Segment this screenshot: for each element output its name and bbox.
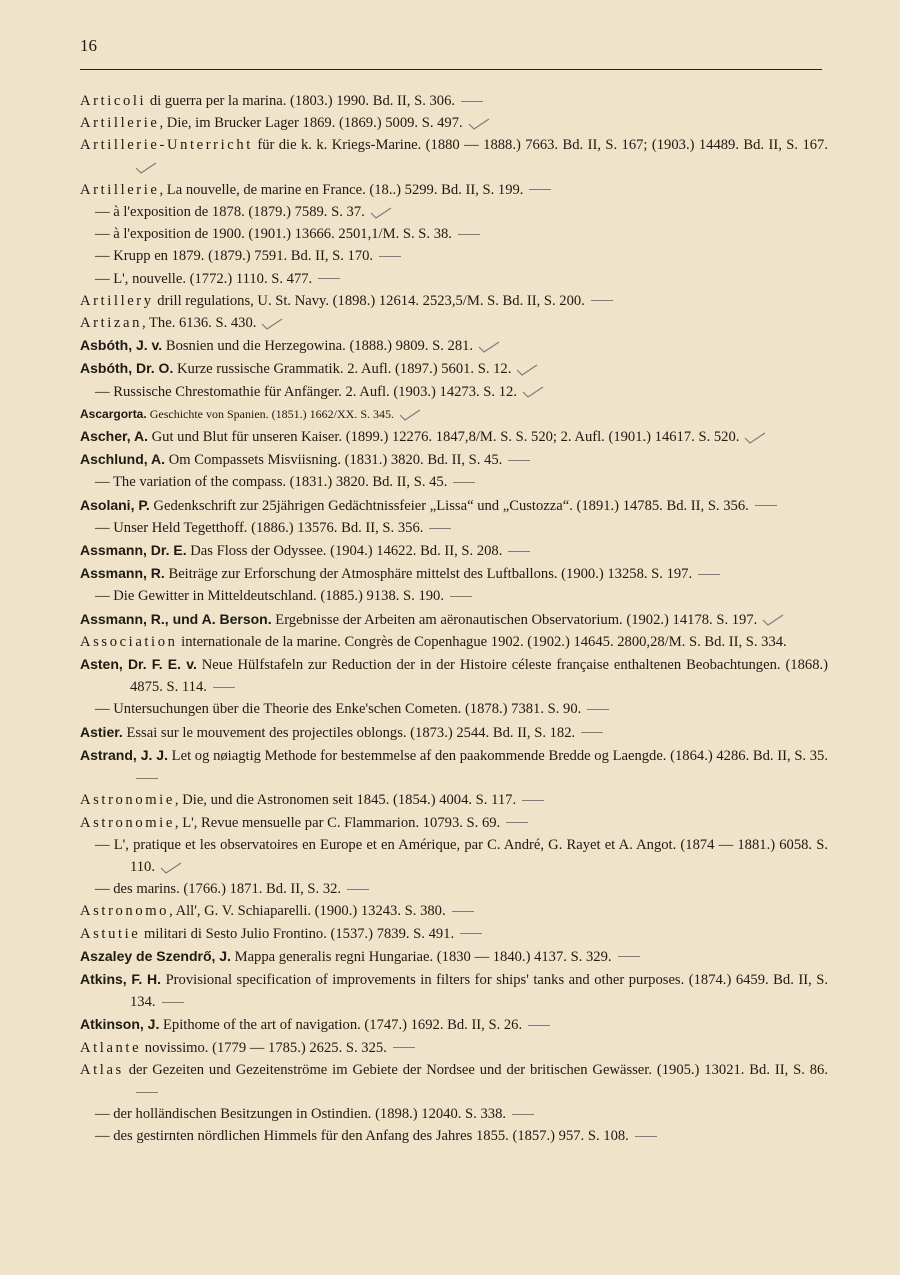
catalog-entry [80,134,828,178]
catalog-entry [80,945,828,968]
catalog-subentry [80,585,828,607]
catalog-subentry [80,471,828,493]
ditto-dash: — [95,881,114,898]
pencil-checkmark-icon [160,862,182,874]
pencil-checkmark-icon [744,432,766,444]
entry-text: Krupp en 1879. (1879.) 7591. Bd. II, S. 170. [113,248,374,265]
ditto-dash: — [95,701,114,718]
pencil-dash-mark [587,709,609,711]
catalog-entry [80,425,828,448]
catalog-entry [80,812,828,834]
entry-heading: Astier. [80,723,123,740]
catalog-entry [80,448,828,471]
entry-heading: Articoli [80,93,147,109]
catalog-subentry [80,201,828,223]
entry-text: Russische Chrestomathie für Anfänger. 2. Aufl. (1903.) 14273. S. 12. [113,383,517,400]
pencil-checkmark-icon [522,386,544,398]
entry-heading: Atlas [80,1061,124,1078]
entry-heading: Association [80,633,178,650]
catalog-entry [80,179,828,201]
entry-heading: Artillerie [80,181,160,198]
ditto-dash: — [95,226,114,243]
entry-heading: Assmann, R. [80,565,165,582]
pencil-dash-mark [136,1092,158,1094]
pencil-dash-mark [318,278,340,280]
ditto-dash: — [95,588,114,605]
pencil-dash-mark [618,956,640,958]
entry-text: Beiträge zur Erforschung der Atmosphäre mittelst des Luftballons. (1900.) 13258. S. 197. [164,566,693,583]
entry-heading: Artizan [80,315,142,332]
entry-text: Neue Hülfstafeln zur Reduction der in der Histoire céleste française enthaltenen Beobachtungen. (1868.) 4875. S. 114. [130,657,828,696]
pencil-dash-mark [429,528,451,530]
ditto-dash: — [95,1128,114,1145]
catalog-subentry [80,878,828,900]
entry-text: L', nouvelle. (1772.) 1110. S. 477. [113,270,313,287]
pencil-dash-mark [213,687,235,689]
catalog-entry [80,494,828,517]
ditto-dash: — [95,519,114,536]
ditto-dash: — [95,248,114,265]
entry-text: der Gezeiten und Gezeitenströme im Gebiete der Nordsee und der britischen Gewässer. (1905.) 13021. Bd. II, S. 86. [123,1061,828,1078]
catalog-subentry [80,1103,828,1125]
entry-text: Kurze russische Grammatik. 2. Aufl. (1897.) 5601. S. 12. [173,361,512,378]
entry-heading: Astronomo [80,903,170,920]
entry-heading: Astronomie [80,792,175,809]
pencil-checkmark-icon [516,364,538,376]
entry-text: Om Compassets Misviisning. (1831.) 3820. Bd. II, S. 45. [165,452,503,469]
pencil-dash-mark [635,1136,657,1138]
pencil-dash-mark [506,822,528,824]
entry-text: , L', Revue mensuelle par C. Flammarion. 10793. S. 69. [174,814,501,831]
entry-text: Geschichte von Spanien. (1851.) 1662/XX. S. 345. [146,406,395,421]
entry-text: di guerra per la marina. (1803.) 1990. Bd. II, S. 306. [146,93,456,109]
entry-text: à l'exposition de 1878. (1879.) 7589. S. 37. [113,204,365,221]
entry-heading: Aszaley de Szendrő, J. [80,947,231,964]
pencil-dash-mark [393,1047,415,1049]
catalog-entry [80,900,828,922]
ditto-dash: — [95,270,114,287]
pencil-dash-mark [512,1114,534,1116]
entry-heading: Atkinson, J. [80,1016,160,1033]
entry-text: L', pratique et les observatoires en Europe et en Amérique, par C. André, G. Rayet et A. Angot. (1874 — 1881.) 6058. S. 110. [113,836,828,875]
entry-text: , La nouvelle, de marine en France. (18..) 5299. Bd. II, S. 199. [159,181,524,198]
pencil-checkmark-icon [468,118,490,130]
entry-text: Untersuchungen über die Theorie des Enke'schen Cometen. (1878.) 7381. S. 90. [113,701,582,718]
entry-heading: Assmann, R., und A. Berson. [80,610,272,627]
ditto-dash: — [95,1106,114,1123]
ditto-dash: — [95,836,114,853]
catalog-entry [80,1013,828,1036]
catalog-entry [80,721,828,744]
catalog-entry [80,539,828,562]
ditto-dash: — [95,383,114,400]
ditto-dash: — [95,474,113,491]
catalog-subentry [80,381,828,403]
pencil-checkmark-icon [478,341,500,353]
entry-heading: Astronomie [80,814,175,831]
catalog-entry [80,923,828,945]
entry-heading: Atkins, F. H. [80,970,162,987]
catalog-entry [80,334,828,357]
entry-text: Epithome of the art of navigation. (1747.) 1692. Bd. II, S. 26. [159,1017,523,1034]
entry-text: Provisional specification of improvements in filters for ships' tanks and other purposes. (1874.) 6459. Bd. II, S. 134. [130,971,828,1011]
pencil-dash-mark [755,505,777,507]
entry-text: Das Floss der Odyssee. (1904.) 14622. Bd. II, S. 208. [186,543,503,560]
pencil-checkmark-icon [135,162,157,174]
pencil-dash-mark [581,732,603,734]
entry-text: des marins. (1766.) 1871. Bd. II, S. 32. [113,881,342,898]
catalog-subentry [80,245,828,267]
pencil-dash-mark [379,256,401,258]
pencil-dash-mark [460,933,482,935]
entry-heading: Ascargorta. [80,406,147,421]
entry-text: , The. 6136. S. 430. [141,315,257,332]
pencil-dash-mark [450,596,472,598]
entry-text: Unser Held Tegetthoff. (1886.) 13576. Bd. II, S. 356. [113,519,424,536]
catalog-entry [80,312,828,334]
entry-heading: Ascher, A. [80,428,148,445]
pencil-dash-mark [458,234,480,236]
entry-text: drill regulations, U. St. Navy. (1898.) 12614. 2523,5/M. S. Bd. II, S. 200. [153,292,585,309]
catalog-entries [80,90,828,1148]
catalog-entry [80,90,828,112]
catalog-subentry [80,1125,828,1147]
catalog-entry [80,631,828,653]
catalog-entry [80,968,828,1013]
entry-text: der holländischen Besitzungen in Ostindien. (1898.) 12040. S. 338. [113,1106,507,1123]
entry-text: Mappa generalis regni Hungariae. (1830 — 1840.) 4137. S. 329. [230,948,612,965]
catalog-subentry [80,698,828,720]
entry-heading: Astrand, J. J. [80,746,168,763]
entry-text: Bosnien und die Herzegowina. (1888.) 9809. S. 281. [162,338,474,355]
entry-text: The variation of the compass. (1831.) 3820. Bd. II, S. 45. [112,474,448,491]
catalog-entry [80,744,828,789]
catalog-entry [80,653,828,698]
catalog-entry [80,789,828,811]
entry-heading: Asbóth, Dr. O. [80,360,174,377]
entry-heading: Assmann, Dr. E. [80,542,187,559]
entry-heading: Artillerie [80,115,160,132]
pencil-dash-mark [528,1025,550,1027]
entry-text: Ergebnisse der Arbeiten am aëronautischen Observatorium. (1902.) 14178. S. 197. [271,611,758,628]
pencil-dash-mark [347,889,369,891]
entry-heading: Aschlund, A. [80,451,166,468]
entry-text: Gedenkschrift zur 25jährigen Gedächtnissfeier „Lissa“ und „Custozza“. (1891.) 14785. Bd. II, S. 356. [149,497,749,514]
pencil-dash-mark [136,778,158,780]
catalog-entry [80,112,828,134]
entry-heading: Artillery [80,292,154,309]
catalog-entry [80,290,828,312]
pencil-dash-mark [508,551,530,553]
entry-heading: Artillerie-Unterricht [80,137,253,154]
catalog-entry [80,403,828,425]
catalog-entry [80,562,828,585]
ditto-dash: — [95,204,114,221]
header-rule [80,69,822,70]
catalog-entry [80,608,828,631]
page-number: 16 [80,36,97,55]
pencil-dash-mark [522,800,544,802]
entry-text: novissimo. (1779 — 1785.) 2625. S. 325. [141,1039,387,1056]
entry-heading: Astutie [80,925,141,942]
entry-text: des gestirnten nördlichen Himmels für den Anfang des Jahres 1855. (1857.) 957. S. 108. [113,1128,629,1145]
entry-text: Essai sur le mouvement des projectiles oblongs. (1873.) 2544. Bd. II, S. 182. [122,724,576,741]
pencil-checkmark-icon [370,207,392,219]
catalog-subentry [80,223,828,245]
entry-heading: Asten, Dr. F. E. v. [80,656,197,673]
entry-text: internationale de la marine. Congrès de Copenhague 1902. (1902.) 14645. 2800,28/M. S. Bd. II, S. 334. [177,633,787,650]
pencil-checkmark-icon [261,318,283,330]
entry-heading: Asbóth, J. v. [80,337,163,354]
entry-text: , Die, im Brucker Lager 1869. (1869.) 5009. S. 497. [159,115,463,132]
catalog-entry [80,357,828,380]
pencil-dash-mark [162,1002,184,1004]
catalog-subentry [80,517,828,539]
catalog-entry [80,1037,828,1059]
entry-text: à l'exposition de 1900. (1901.) 13666. 2501,1/M. S. S. 38. [113,226,452,243]
entry-text: Gut und Blut für unseren Kaiser. (1899.) 12276. 1847,8/M. S. S. 520; 2. Aufl. (1901.) 14617. S. 520. [147,429,740,446]
pencil-dash-mark [508,460,530,462]
pencil-checkmark-icon [762,614,784,626]
pencil-dash-mark [453,482,475,484]
entry-text: , Die, und die Astronomen seit 1845. (1854.) 4004. S. 117. [174,792,517,809]
pencil-dash-mark [698,574,720,576]
entry-text: , All', G. V. Schiaparelli. (1900.) 13243. S. 380. [169,903,446,920]
pencil-checkmark-icon [399,409,421,421]
entry-text: für die k. k. Kriegs-Marine. (1880 — 1888.) 7663. Bd. II, S. 167; (1903.) 14489. Bd. II, S. 167. [252,137,828,154]
pencil-dash-mark [529,189,551,191]
entry-heading: Atlante [80,1039,142,1056]
pencil-dash-mark [452,911,474,913]
catalog-entry [80,1059,828,1103]
catalog-subentry [80,268,828,290]
catalog-subentry [80,834,828,878]
pencil-dash-mark [461,101,483,103]
entry-text: Let og nøiagtig Methode for bestemmelse af den paakommende Bredde og Laengde. (1864.) 4286. Bd. II, S. 35. [168,747,829,764]
entry-heading: Asolani, P. [80,496,150,513]
entry-text: Die Gewitter in Mitteldeutschland. (1885.) 9138. S. 190. [113,588,444,605]
pencil-dash-mark [591,300,613,302]
entry-text: militari di Sesto Julio Frontino. (1537.) 7839. S. 491. [140,925,455,942]
